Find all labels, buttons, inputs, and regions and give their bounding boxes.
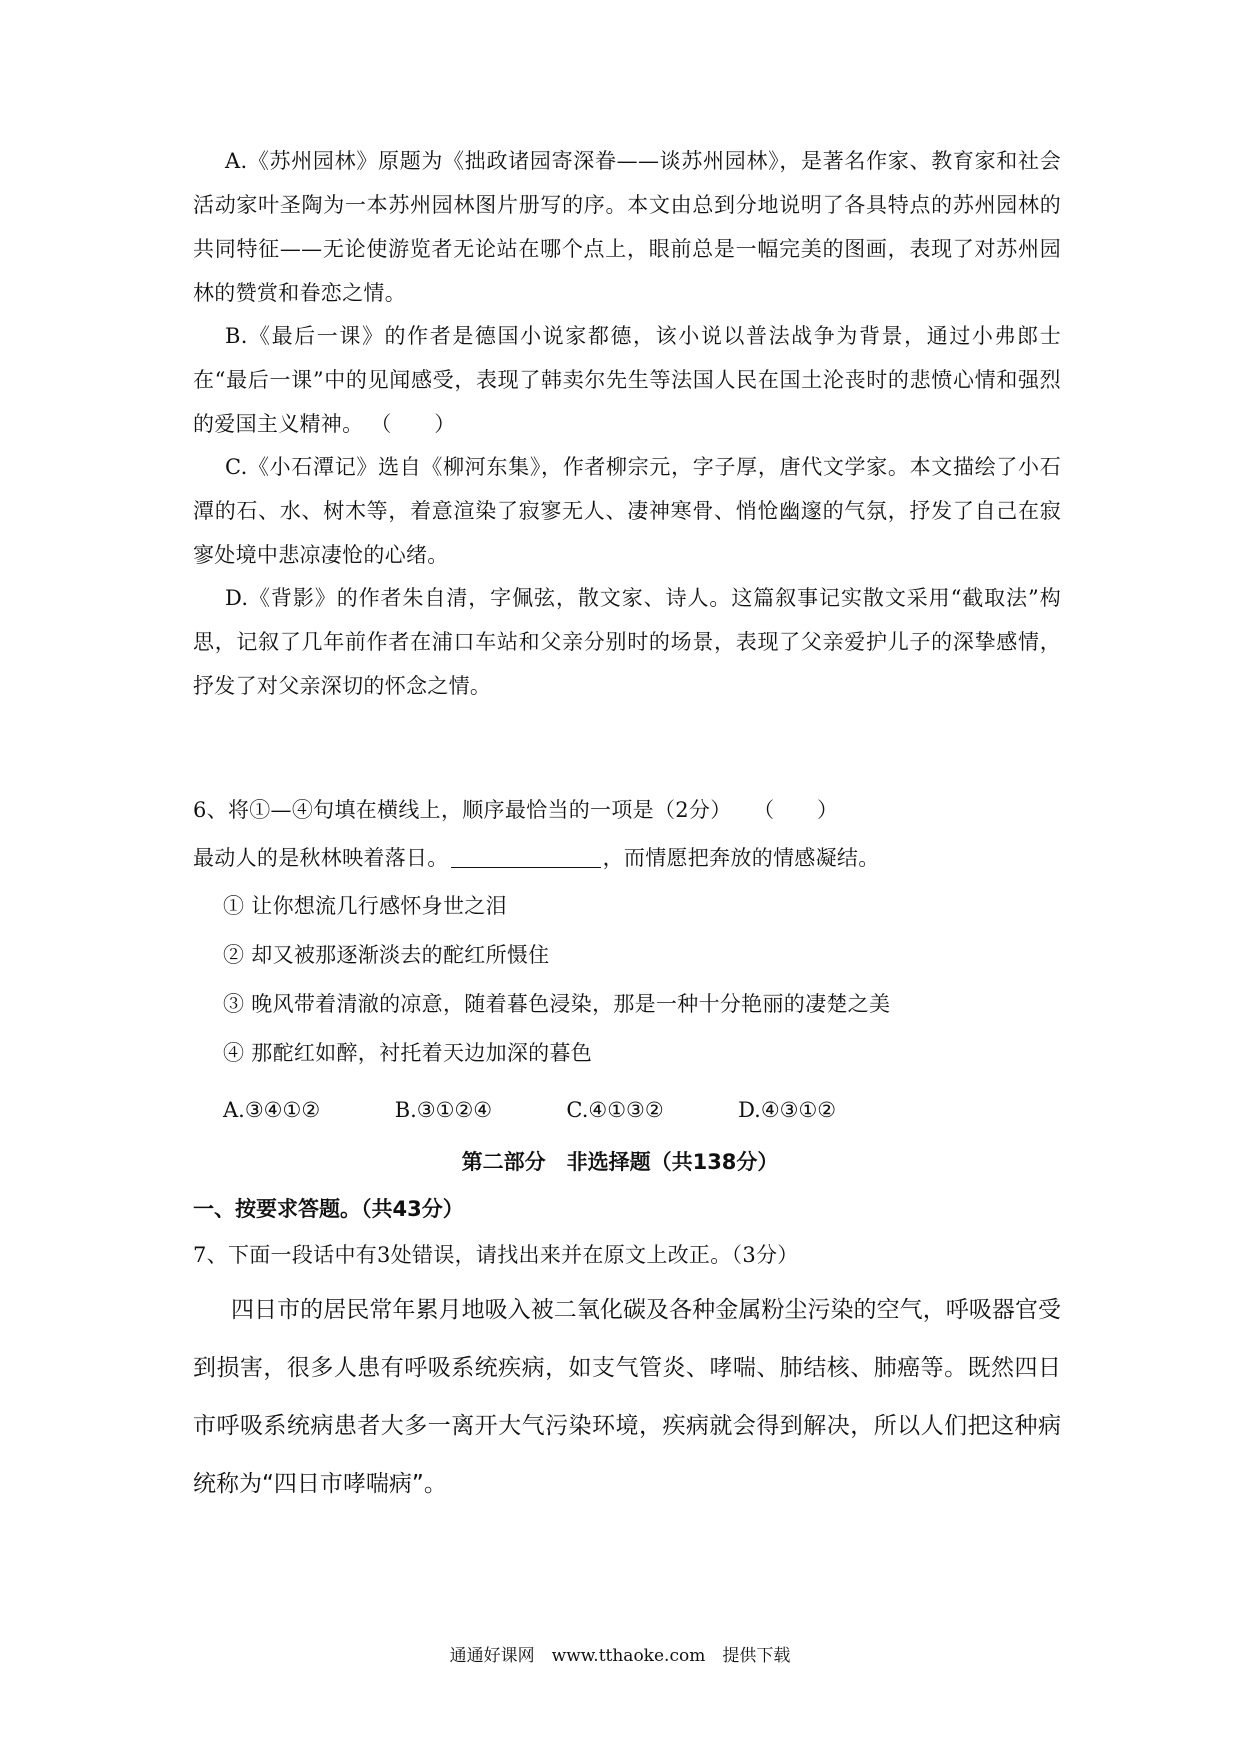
q7-passage: 四日市的居民常年累月地吸入被二氧化碳及各种金属粉尘污染的空气，呼吸器官受到损害，很多人患有呼吸系统疾病，如支气管炎、哮喘、肺结核、肺癌等。既然四日市呼吸系统病患者大多一离开大气污染环境，疾病就会得到解决，所以人们把这种病统称为“四日市哮喘病”。: [193, 1297, 1061, 1497]
q5-option-c: C.《小石潭记》选自《柳河东集》，作者柳宗元，字子厚，唐代文学家。本文描绘了小石潭的石、水、树木等，着意渲染了寂寥无人、凄神寒骨、悄怆幽邃的气氛，抒发了自己在寂寥处境中悲凉凄怆的心绪。: [193, 455, 1061, 567]
page-footer: 通通好课网 www.tthaoke.com 提供下载: [449, 1646, 791, 1666]
q6-sentence-2: ② 却又被那逐渐淡去的酡红所慑住: [223, 943, 550, 967]
q5-option-a: A.《苏州园林》原题为《拙政诸园寄深眷——谈苏州园林》，是著名作家、教育家和社会活动家叶圣陶为一本苏州园林图片册写的序。本文由总到分地说明了各具特点的苏州园林的共同特征——无论使游览者无论站在哪个点上，眼前总是一幅完美的图画，表现了对苏州园林的赞赏和眷恋之情。: [193, 149, 1061, 305]
q6-sentence-3: ③ 晚风带着清澈的凉意，随着暮色浸染，那是一种十分艳丽的凄楚之美: [223, 992, 891, 1016]
q6-choices: [223, 1098, 903, 1122]
q6-stem: [193, 843, 880, 873]
q7-question: 7、下面一段话中有3处错误，请找出来并在原文上改正。（3分）: [193, 1243, 799, 1267]
q6-stem-before: 最动人的是秋林映着落日。: [193, 846, 449, 870]
answer-blank[interactable]: [451, 847, 601, 868]
q6-sentence-4: ④ 那酡红如醉，衬托着天边加深的暮色: [223, 1041, 593, 1065]
q6-question: 6、将①—④句填在横线上，顺序最恰当的一项是（2分） （ ）: [193, 798, 839, 822]
q6-stem-after: ，而情愿把奔放的情感凝结。: [602, 846, 880, 870]
q6-choice-c[interactable]: C.④①③②: [566, 1098, 664, 1122]
q6-choice-b[interactable]: B.③①②④: [394, 1098, 493, 1122]
q5-option-b: B.《最后一课》的作者是德国小说家都德，该小说以普法战争为背景，通过小弗郎士在“最后一课”中的见闻感受，表现了韩卖尔先生等法国人民在国土沦丧时的悲愤心情和强烈的爱国主义精神。 （ ）: [193, 324, 1061, 436]
part2-title: 第二部分 非选择题（共138分）: [461, 1150, 779, 1174]
q6-choice-d[interactable]: D.④③①②: [738, 1098, 837, 1122]
section1-title: 一、按要求答题。（共43分）: [193, 1197, 464, 1221]
q6-choice-a[interactable]: A.③④①②: [223, 1098, 321, 1122]
q5-option-d: D.《背影》的作者朱自清，字佩弦，散文家、诗人。这篇叙事记实散文采用“截取法”构思，记叙了几年前作者在浦口车站和父亲分别时的场景，表现了父亲爱护儿子的深挚感情，抒发了对父亲深切的怀念之情。: [193, 586, 1061, 698]
q6-sentence-1: ① 让你想流几行感怀身世之泪: [223, 894, 507, 918]
